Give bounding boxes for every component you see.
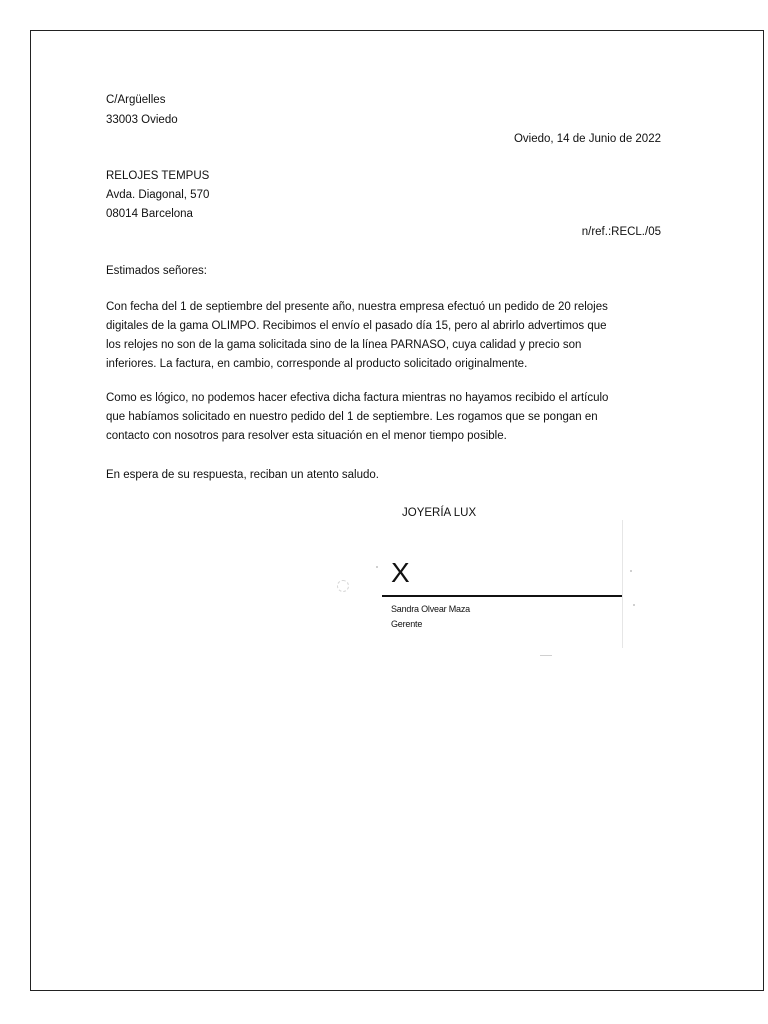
paragraph-1-line: digitales de la gama OLIMPO. Recibimos el envío el pasado día 15, pero al abrirlo advertimos que [106, 320, 607, 332]
date-line: Oviedo, 14 de Junio de 2022 [513, 133, 661, 145]
paragraph-2-line: contacto con nosotros para resolver esta situación en el menor tiempo posible. [106, 430, 507, 442]
signature-box-edge [622, 520, 623, 648]
company-signature: JOYERÍA LUX [402, 507, 477, 519]
paragraph-1-line: Con fecha del 1 de septiembre del presente año, nuestra empresa efectuó un pedido de 20 relojes [106, 301, 608, 313]
paragraph-2 [106, 389, 666, 446]
sender-city: 33003 Oviedo [106, 114, 178, 126]
signer-title: Gerente [391, 619, 423, 629]
reference: n/ref.:RECL./05 [581, 226, 661, 238]
sender-street: C/Argüelles [106, 94, 166, 106]
paragraph-1-line: los relojes no son de la gama solicitada sino de la línea PARNASO, cuya calidad y precio son [106, 339, 582, 351]
signature-guide-dot [633, 604, 635, 606]
signature-line [382, 595, 622, 597]
recipient-company: RELOJES TEMPUS [106, 170, 210, 182]
signer-name: Sandra Olvear Maza [391, 604, 470, 614]
paragraph-1 [106, 298, 666, 374]
salutation: Estimados señores: [106, 265, 207, 277]
paragraph-2-line: que habíamos solicitado en nuestro pedido del 1 de septiembre. Les rogamos que se pongan en [106, 411, 598, 423]
signature-mark[interactable]: X [391, 557, 410, 588]
signature-guide-dot [540, 655, 552, 656]
closing: En espera de su respuesta, reciban un atento saludo. [106, 469, 379, 481]
paragraph-2-line: Como es lógico, no podemos hacer efectiva dicha factura mientras no hayamos recibido el artículo [106, 392, 609, 404]
recipient-street: Avda. Diagonal, 570 [106, 189, 210, 201]
signature-guide-dot [630, 570, 632, 572]
signature-guide-dot [376, 566, 378, 568]
signature-placeholder-circle [337, 580, 349, 592]
paragraph-1-line: inferiores. La factura, en cambio, corresponde al producto solicitado originalmente. [106, 358, 528, 370]
recipient-city: 08014 Barcelona [106, 208, 193, 220]
